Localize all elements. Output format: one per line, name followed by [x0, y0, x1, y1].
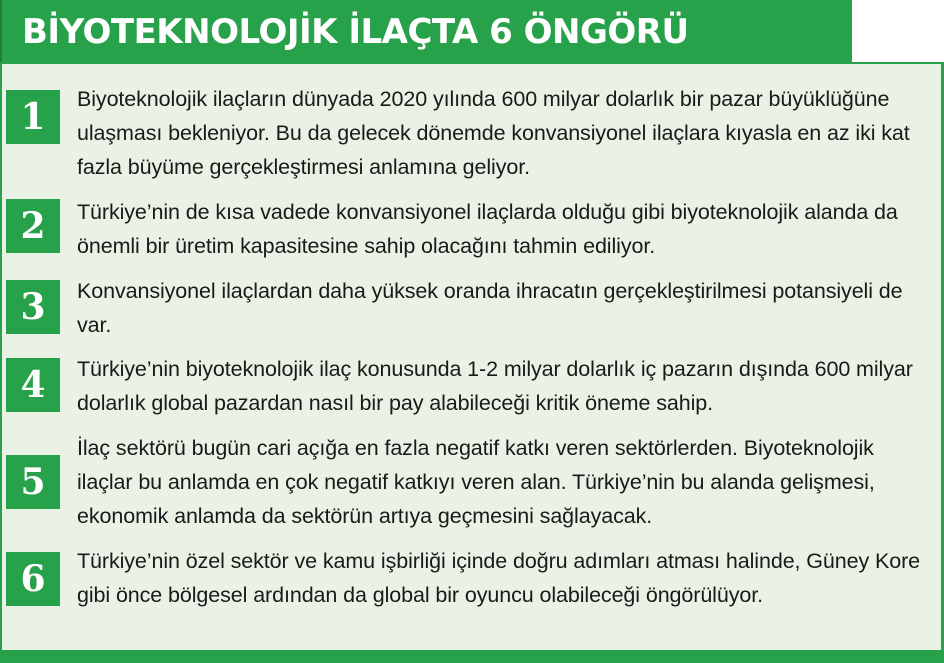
title-bar [0, 0, 852, 62]
number-badge-2 [6, 199, 60, 253]
list-item-text: Biyoteknolojik ilaçların dünyada 2020 yılında 600 milyar dolarlık bir pazar büyüklüğüne ulaşması bekleniyor. Bu da gelecek dönemde konvansiyonel ilaçlara kıyasla en az iki kat fazla büyüme gerçekleştirmesi anlamına geliyor. [77, 87, 910, 179]
number-badge-1 [6, 90, 60, 144]
list-item-text: Türkiye’nin de kısa vadede konvansiyonel ilaçlarda olduğu gibi biyoteknolojik alanda da önemli bir üretim kapasitesine sahip olacağını tahmin ediliyor. [77, 200, 898, 258]
number-badge-label: 5 [20, 461, 46, 503]
list-item-text: Türkiye’nin özel sektör ve kamu işbirliği içinde doğru adımları atması halinde, Güney Kore gibi önce bölgesel ardından da global bir oyuncu olabileceği öngörülüyor. [77, 549, 921, 607]
number-badge-label: 4 [20, 364, 46, 406]
number-badge-label: 6 [20, 558, 46, 600]
number-badge-label: 3 [20, 286, 46, 328]
list-item-text: Türkiye’nin biyoteknolojik ilaç konusunda 1-2 milyar dolarlık iç pazarın dışında 600 milyar dolarlık global pazardan nasıl bir pay alabileceği kritik öneme sahip. [77, 357, 913, 415]
number-badge-5 [6, 455, 60, 509]
number-badge-label: 1 [20, 96, 46, 138]
list-item-text: İlaç sektörü bugün cari açığa en fazla negatif katkı veren sektörlerden. Biyoteknolojik ilaçlar bu anlamda en çok negatif katkıyı veren alan. Türkiye’nin bu alanda gelişmesi, ekonomik anlamda da sektörün artıya geçmesini sağlayacak. [77, 436, 875, 528]
page-title: BİYOTEKNOLOJİK İLAÇTA 6 ÖNGÖRÜ [22, 12, 689, 52]
list-item-text: Konvansiyonel ilaçlardan daha yüksek oranda ihracatın gerçekleştirilmesi potansiyeli de var. [77, 279, 903, 337]
number-badge-3 [6, 280, 60, 334]
number-badge-label: 2 [20, 205, 46, 247]
bottom-border [0, 650, 944, 663]
number-badge-6 [6, 552, 60, 606]
number-badge-4 [6, 358, 60, 412]
